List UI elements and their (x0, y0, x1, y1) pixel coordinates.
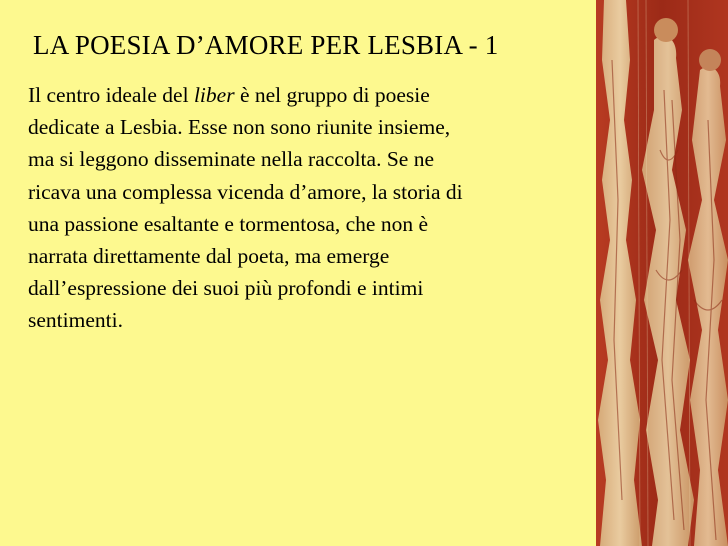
italic-word-liber: liber (193, 83, 235, 107)
slide-title: LA POESIA D’AMORE PER LESBIA - 1 (33, 30, 499, 60)
body-line-1-end: è nel gruppo di poesie (234, 83, 430, 107)
body-line-6: narrata direttamente dal poeta, ma emerge (28, 244, 390, 269)
body-line-1 (28, 79, 598, 111)
body-line-5: una passione esaltante e tormentosa, che non è (28, 211, 428, 236)
fresco-image (596, 0, 728, 546)
fresco-figures-illustration (596, 0, 728, 546)
body-line-8: sentimenti. (28, 308, 123, 333)
body-line-3: ma si leggono disseminate nella raccolta. Se ne (28, 147, 434, 172)
body-line-2: dedicate a Lesbia. Esse non sono riunite insieme, (28, 115, 451, 140)
body-line-1-start: Il centro ideale del (28, 83, 194, 107)
body-line-7: dall’espressione dei suoi più profondi e intimi (28, 276, 424, 301)
body-paragraph (28, 79, 598, 337)
body-line-4: ricava una complessa vicenda d’amore, la storia di (28, 179, 463, 204)
